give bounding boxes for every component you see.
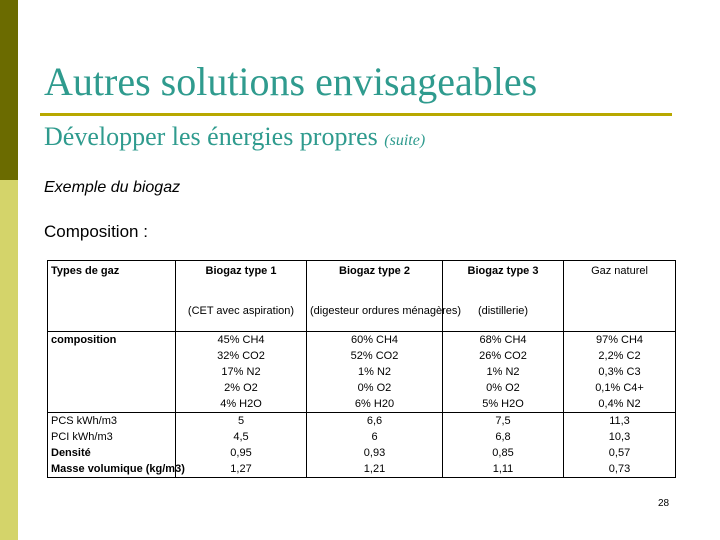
composition-heading: Composition : (44, 222, 148, 241)
table-row (48, 348, 676, 364)
table-cell: 0,73 (564, 461, 676, 478)
table-row (48, 396, 676, 413)
table-cell: 0% O2 (443, 380, 564, 396)
table-cell: 32% CO2 (176, 348, 307, 364)
row-label: Masse volumique (kg/m3) (48, 461, 176, 478)
table-row (48, 461, 676, 478)
table-cell: 1,27 (176, 461, 307, 478)
table-header-row (48, 261, 676, 302)
header-cell: Biogaz type 1 (176, 261, 307, 302)
table-cell: 0,93 (307, 445, 443, 461)
slide-subtitle (44, 122, 425, 152)
row-label: composition (48, 332, 176, 349)
subheader-cell: (distillerie) (443, 301, 564, 332)
table-cell: 1% N2 (307, 364, 443, 380)
table-cell: 7,5 (443, 413, 564, 430)
table-cell: 6,6 (307, 413, 443, 430)
subheader-cell: (digesteur ordures ménagères) (307, 301, 443, 332)
subheader-cell (48, 301, 176, 332)
table-row (48, 429, 676, 445)
header-cell: Biogaz type 3 (443, 261, 564, 302)
row-label (48, 348, 176, 364)
table-row (48, 332, 676, 349)
table-cell: 52% CO2 (307, 348, 443, 364)
example-heading: Exemple du biogaz (44, 179, 181, 196)
table-cell: 11,3 (564, 413, 676, 430)
table-cell: 2% O2 (176, 380, 307, 396)
table-cell: 10,3 (564, 429, 676, 445)
table-row (48, 445, 676, 461)
page-number: 28 (658, 498, 670, 509)
header-cell: Biogaz type 2 (307, 261, 443, 302)
table-cell: 0,85 (443, 445, 564, 461)
table-cell: 0,4% N2 (564, 396, 676, 413)
subheader-cell (564, 301, 676, 332)
header-cell: Types de gaz (48, 261, 176, 302)
row-label: PCS kWh/m3 (48, 413, 176, 430)
slide-title: Autres solutions envisageables (44, 59, 538, 104)
table-row (48, 380, 676, 396)
table-cell: 17% N2 (176, 364, 307, 380)
table-cell: 97% CH4 (564, 332, 676, 349)
table-cell: 1,21 (307, 461, 443, 478)
biogas-composition-table (47, 260, 676, 478)
table-cell: 0,95 (176, 445, 307, 461)
left-accent-bar-dark (0, 0, 18, 180)
table-cell: 5% H2O (443, 396, 564, 413)
table-cell: 6,8 (443, 429, 564, 445)
row-label (48, 396, 176, 413)
subtitle-suffix: (suite) (384, 132, 426, 149)
row-label: PCI kWh/m3 (48, 429, 176, 445)
title-underline (40, 113, 672, 116)
left-accent-bar-light (0, 180, 18, 540)
table-row (48, 413, 676, 430)
table-cell: 5 (176, 413, 307, 430)
subtitle-text: Développer les énergies propres (44, 122, 385, 151)
table-cell: 0,57 (564, 445, 676, 461)
table-cell: 6 (307, 429, 443, 445)
table-cell: 4,5 (176, 429, 307, 445)
table-cell: 0,3% C3 (564, 364, 676, 380)
table-cell: 68% CH4 (443, 332, 564, 349)
table-cell: 0,1% C4+ (564, 380, 676, 396)
row-label: Densité (48, 445, 176, 461)
subheader-cell: (CET avec aspiration) (176, 301, 307, 332)
table-row (48, 364, 676, 380)
table-cell: 6% H20 (307, 396, 443, 413)
table-cell: 1% N2 (443, 364, 564, 380)
table-cell: 2,2% C2 (564, 348, 676, 364)
header-cell: Gaz naturel (564, 261, 676, 302)
table-subheader-row (48, 301, 676, 332)
table-cell: 26% CO2 (443, 348, 564, 364)
table-cell: 60% CH4 (307, 332, 443, 349)
row-label (48, 364, 176, 380)
table-cell: 1,11 (443, 461, 564, 478)
row-label (48, 380, 176, 396)
table-cell: 4% H2O (176, 396, 307, 413)
table-cell: 0% O2 (307, 380, 443, 396)
table-cell: 45% CH4 (176, 332, 307, 349)
